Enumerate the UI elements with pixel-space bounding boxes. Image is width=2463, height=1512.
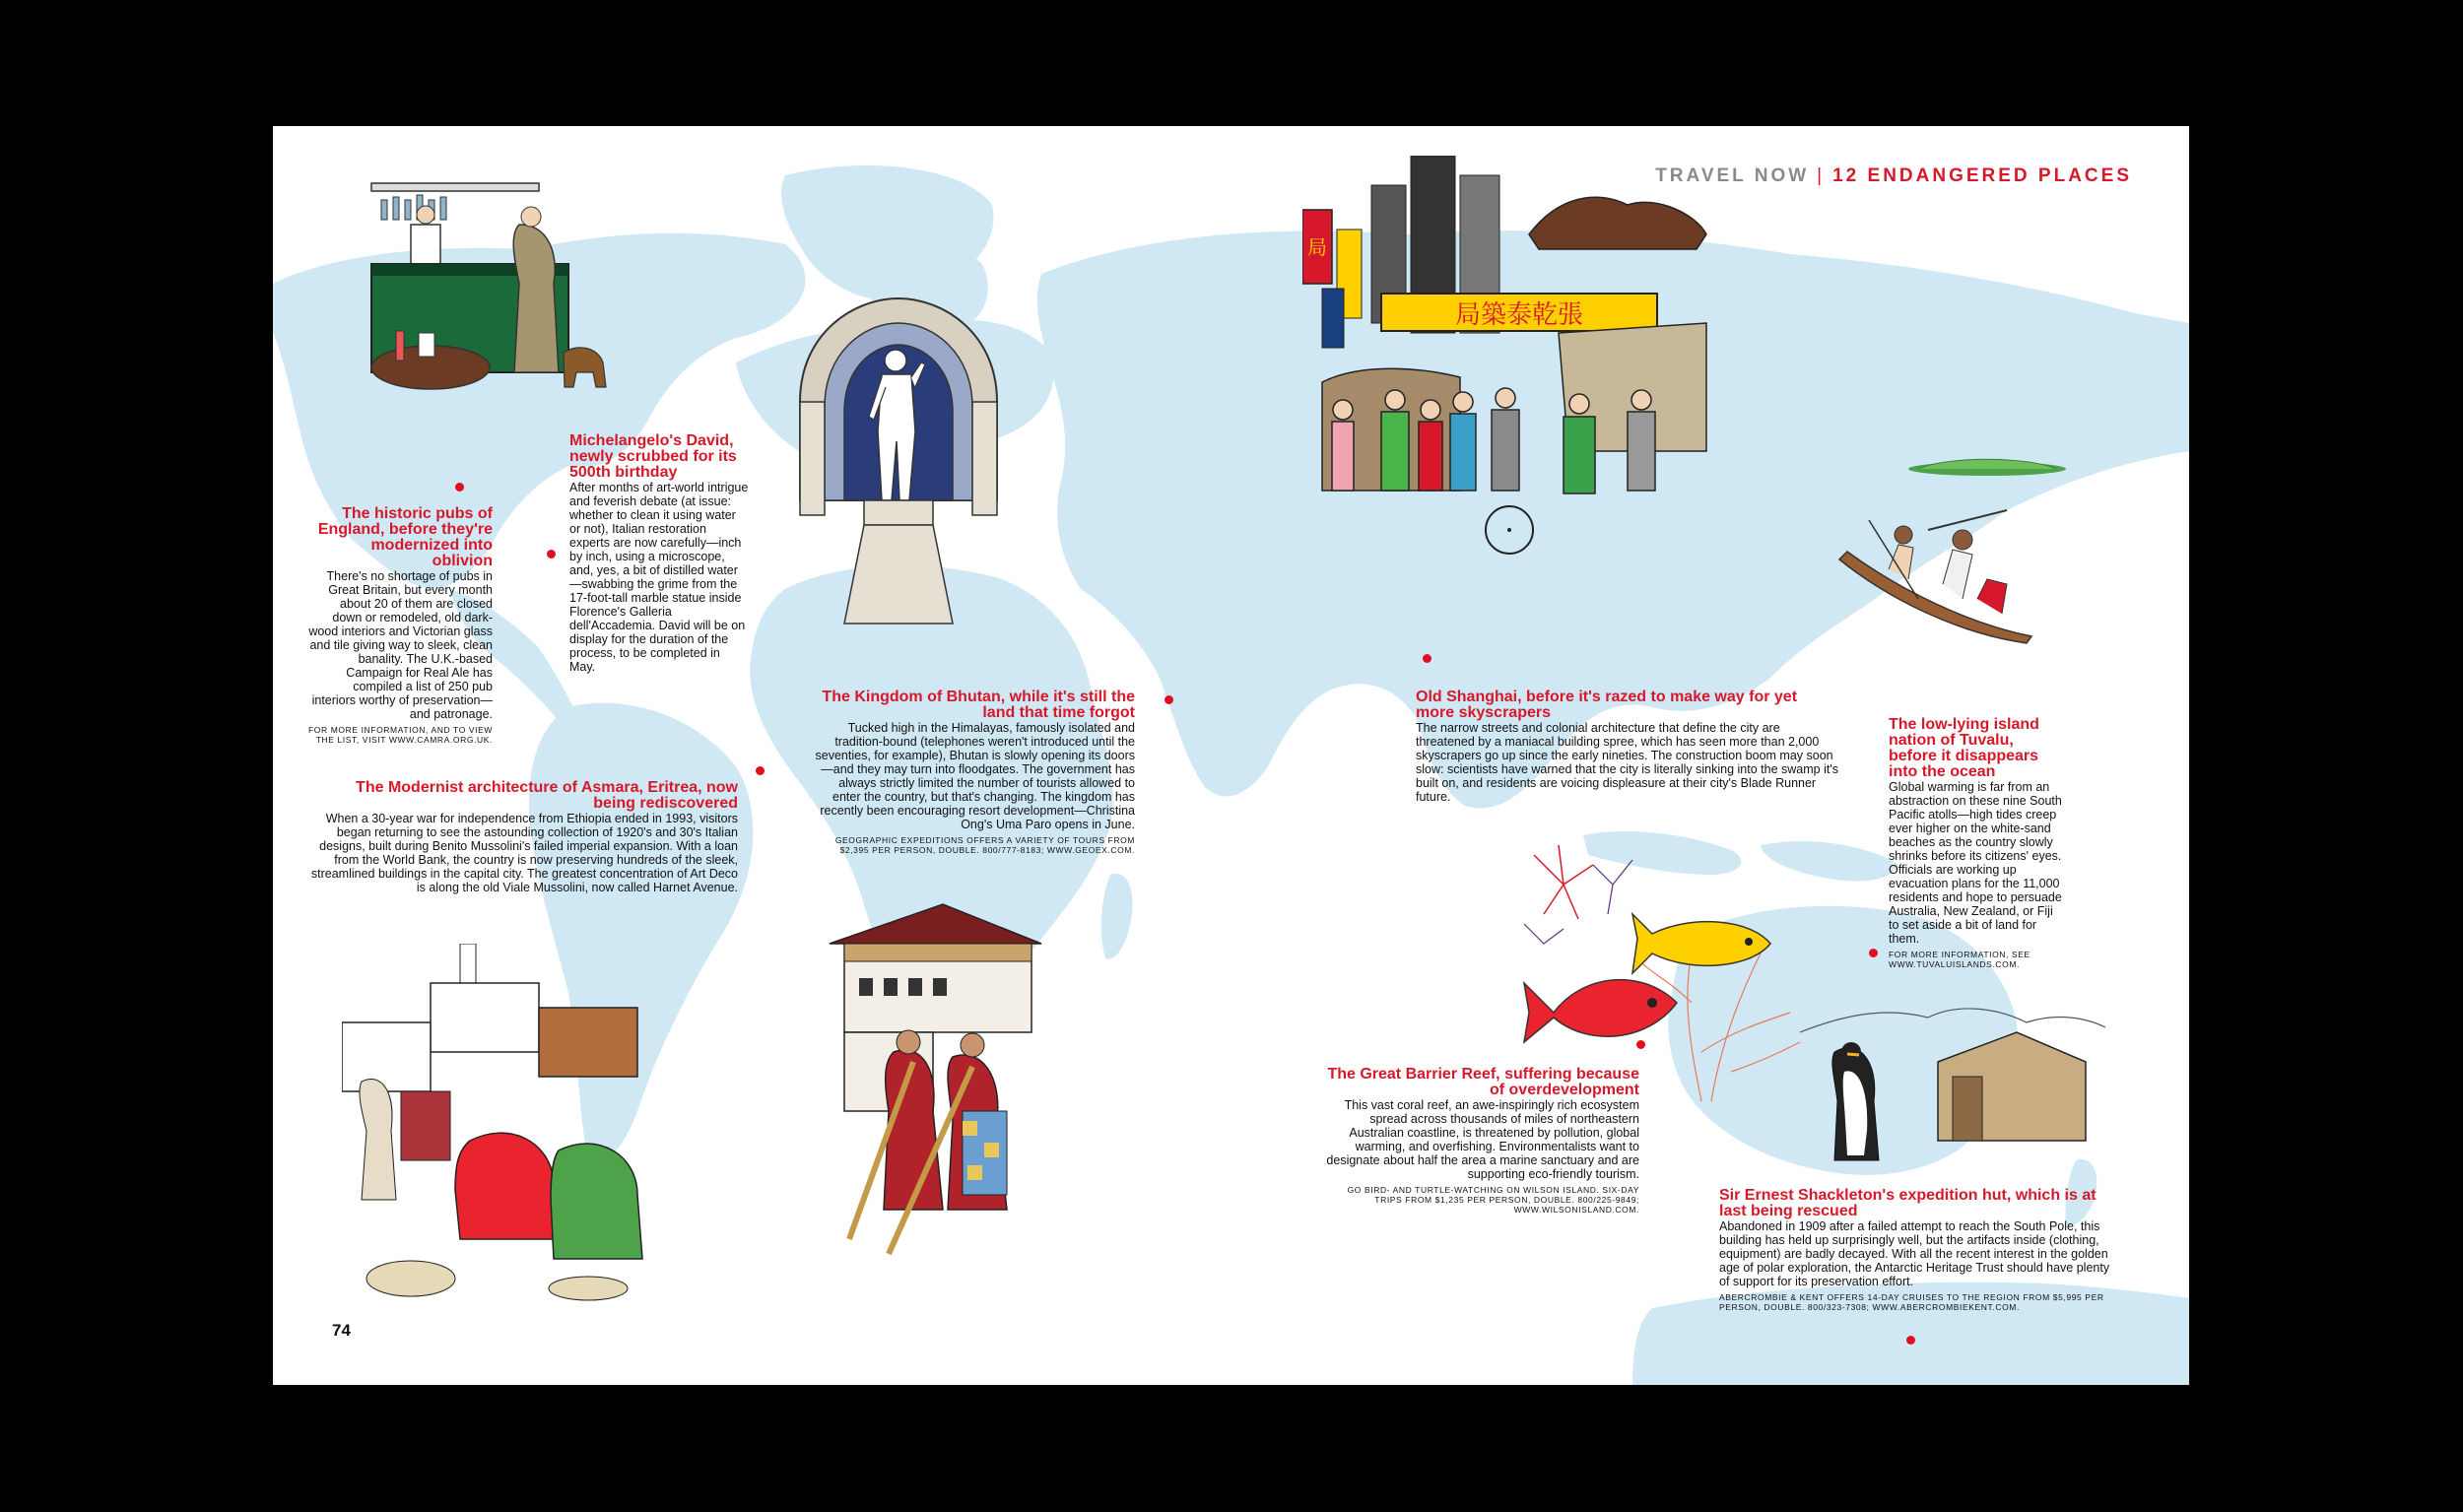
- tuvalu-headline: The low-lying island nation of Tuvalu, before it disappears into the ocean: [1889, 716, 2039, 780]
- shackleton-footer: ABERCROMBIE & KENT OFFERS 14-DAY CRUISES TO THE REGION FROM $5,995 PER PERSON, DOUBLE. 800/323-7308; WWW.ABERCROMBIEKENT.COM.: [1719, 1292, 2104, 1312]
- header-separator: |: [1817, 165, 1826, 186]
- shackleton-headline: Sir Ernest Shackleton's expedition hut, which is at last being rescued: [1719, 1187, 2097, 1219]
- shackleton-body: Abandoned in 1909 after a failed attempt to reach the South Pole, this building has held up surprisingly well, but the artifacts inside (clothing, equipment) are badly decayed. With all the recent interest in the golden age of polar exploration, the Antarctic Heritage Trust should have plenty of support for its preservation effort.: [1719, 1219, 2110, 1288]
- asmara-body: When a 30-year war for independence from Ethiopia ended in 1993, visitors began returning to see the astounding collection of 1920's and 30's Italian designs, built during Benito Mussolini's failed imperial expansion. With a loan from the World Bank, the country is now preserving hundreds of the sleek, streamlined buildings in the capital city. The greatest concentration of Art Deco is along the old Viale Mussolini, now called Harnet Avenue.: [310, 812, 738, 894]
- pubs-location-marker: [455, 483, 464, 492]
- reef-location-marker: [1636, 1040, 1645, 1049]
- asmara-headline: The Modernist architecture of Asmara, Eritrea, now being rediscovered: [356, 779, 738, 812]
- shanghai-street-illustration: [1302, 156, 1716, 569]
- asmara-market-illustration: [342, 944, 667, 1318]
- bhutan-body: Tucked high in the Himalayas, famously isolated and tradition-bound (telephones weren't introduced until the seventies, for example), Bhutan is slowly opening its doors—and they may turn into floodgates. The government has always strictly limited the number of tourists allowed to enter the country, but that's changing. The kingdom has recently been encouraging resort development—Christina Ong's Uma Paro opens in June.: [815, 721, 1135, 831]
- reef-article: [1322, 1067, 1639, 1215]
- reef-footer: GO BIRD- AND TURTLE-WATCHING ON WILSON ISLAND. SIX-DAY TRIPS FROM $1,235 PER PERSON, DOUBLE. 800/225-9849; WWW.WILSONISLAND.COM.: [1347, 1185, 1639, 1215]
- madagascar-shape: [1101, 874, 1133, 959]
- tuvalu-article: [1889, 717, 2066, 969]
- bhutan-article: [810, 690, 1135, 855]
- page-number: 74: [332, 1321, 351, 1340]
- tuvalu-location-marker: [1869, 949, 1878, 957]
- bhutan-location-marker: [1165, 695, 1173, 704]
- shackleton-location-marker: [1906, 1336, 1915, 1345]
- shanghai-body: The narrow streets and colonial architecture that define the city are threatened by a maniacal building spree, which has seen more than 2,000 skyscrapers go up since the early nineties. The construction boom may soon slow: scientists have warned that the city is literally sinking into the swamp it's built on, and residents are voicing displeasure at their city's Blade Runner future.: [1416, 721, 1838, 804]
- pubs-article: [307, 506, 493, 745]
- reef-headline: The Great Barrier Reef, suffering because of overdevelopment: [1327, 1066, 1639, 1098]
- bhutan-monks-illustration: [815, 885, 1071, 1259]
- pubs-footer: FOR MORE INFORMATION, AND TO VIEW THE LIST, VISIT WWW.CAMRA.ORG.UK.: [308, 725, 493, 745]
- shackleton-article: [1719, 1188, 2113, 1312]
- section-label: TRAVEL NOW: [1655, 165, 1810, 186]
- tuvalu-footer: FOR MORE INFORMATION, SEE WWW.TUVALUISLANDS.COM.: [1889, 950, 2030, 969]
- pub-illustration: [312, 165, 647, 422]
- asmara-article: [310, 780, 738, 894]
- david-headline: Michelangelo's David, newly scrubbed for its 500th birthday: [569, 432, 737, 481]
- bhutan-footer: GEOGRAPHIC EXPEDITIONS OFFERS A VARIETY OF TOURS FROM $2,395 PER PERSON, DOUBLE. 800/777-8183; WWW.GEOEX.COM.: [834, 835, 1135, 855]
- small-shop-sign: 局: [1307, 235, 1327, 259]
- pubs-headline: The historic pubs of England, before they're modernized into oblivion: [317, 505, 493, 569]
- tuvalu-canoe-illustration: [1830, 451, 2086, 658]
- david-location-marker: [547, 550, 556, 559]
- david-statue-illustration: [785, 294, 1012, 638]
- tuvalu-body: Global warming is far from an abstraction on these nine South Pacific atolls—high tides creep ever higher on the white-sand beaches as the country slowly shrinks before its citizens' eyes. Officials are working up evacuation plans for the 11,000 residents and hope to persuade Australia, New Zealand, or Fiji to set aside a bit of land for them.: [1889, 780, 2062, 946]
- asmara-location-marker: [756, 766, 765, 775]
- shanghai-headline: Old Shanghai, before it's razed to make way for yet more skyscrapers: [1416, 689, 1798, 721]
- pubs-body: There's no shortage of pubs in Great Britain, but every month about 20 of them are closed down or remodeled, old dark-wood interiors and Victorian glass and tile giving way to sleek, clean banality. The U.K.-based Campaign for Real Ale has compiled a list of 250 pub interiors worthy of preservation—and patronage.: [308, 569, 493, 721]
- david-article: [569, 433, 749, 674]
- section-title: 12 ENDANGERED PLACES: [1832, 165, 2132, 186]
- section-header: [1655, 165, 2132, 187]
- david-body: After months of art-world intrigue and feverish debate (at issue: whether to clean it using water or not), Italian restoration experts are now carefully—inch by inch, using a microscope, and, yes, a bit of distilled water—swabbing the grime from the 17-foot-tall marble statue inside Florence's Galleria dell'Accademia. David will be on display for the duration of the process, to be completed in May.: [569, 481, 749, 674]
- reef-body: This vast coral reef, an awe-inspiringly rich ecosystem spread across thousands of miles of northeastern Australian coastline, is threatened by pollution, global warming, and overfishing. Environmentalists want to designate about half the area a marine sanctuary and are supporting eco-friendly tourism.: [1326, 1098, 1639, 1181]
- shackleton-hut-illustration: [1790, 993, 2115, 1170]
- magazine-spread: [273, 126, 2189, 1385]
- shanghai-location-marker: [1423, 654, 1431, 663]
- shop-sign-text: 局築泰乾張: [1454, 300, 1584, 330]
- shanghai-article: [1416, 690, 1839, 804]
- bhutan-headline: The Kingdom of Bhutan, while it's still the land that time forgot: [822, 689, 1135, 721]
